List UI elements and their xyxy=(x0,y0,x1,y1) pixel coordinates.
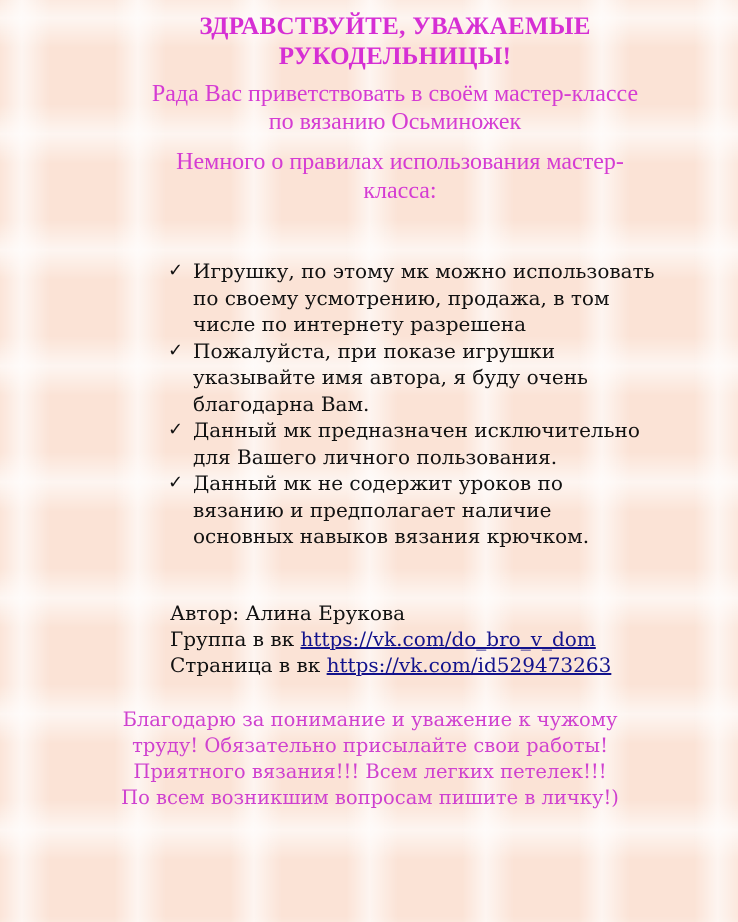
page-label: Страница в вк xyxy=(170,653,321,677)
rule-line: для Вашего личного пользования. xyxy=(193,444,558,469)
rule-item xyxy=(168,417,728,470)
greeting-line-2: по вязанию Осьминожек xyxy=(268,109,522,135)
group-link[interactable]: https://vk.com/do_bro_v_dom xyxy=(300,627,596,651)
closing-line-2: труду! Обязательно присылайте свои работы! xyxy=(132,734,608,757)
rule-line: числе по интернету разрешена xyxy=(193,312,527,336)
closing-line-1: Благодарю за понимание и уважение к чужому xyxy=(122,708,618,731)
rules-heading-line-2: класса: xyxy=(363,178,437,204)
author-info xyxy=(170,600,730,678)
rule-line: вязанию и предполагает наличие xyxy=(193,497,552,522)
rule-line: благодарна Вам. xyxy=(193,391,370,416)
greeting-line-1: Рада Вас приветствовать в своём мастер-классе xyxy=(151,81,639,107)
rule-line: по своему усмотрению, продажа, в том xyxy=(193,285,610,310)
title-line-2: РУКОДЕЛЬНИЦЫ! xyxy=(278,43,512,70)
rule-line: Данный мк предназначен исключительно xyxy=(193,418,640,442)
rule-item xyxy=(168,470,728,550)
page-title xyxy=(60,12,730,72)
closing-line-4: По всем возникшим вопросам пишите в личку!) xyxy=(121,786,619,809)
checkmark-icon: ✓ xyxy=(168,472,184,493)
rules-heading xyxy=(90,148,710,206)
group-label: Группа в вк xyxy=(170,627,295,651)
page-row xyxy=(170,652,730,678)
group-row xyxy=(170,626,730,652)
rule-line: основных навыков вязания крючком. xyxy=(193,524,590,548)
rule-line: Игрушку, по этому мк можно использовать xyxy=(193,259,655,283)
closing-line-3: Приятного вязания!!! Всем легких петелек!!! xyxy=(133,760,607,783)
page-link[interactable]: https://vk.com/id529473263 xyxy=(326,653,612,677)
author-name: Автор: Алина Ерукова xyxy=(170,601,406,625)
greeting-text xyxy=(70,80,720,136)
rule-line: указывайте имя автора, я буду очень xyxy=(193,365,588,389)
rule-line: Данный мк не содержит уроков по xyxy=(193,471,563,495)
checkmark-icon: ✓ xyxy=(168,419,184,440)
rule-item xyxy=(168,338,728,418)
checkmark-icon: ✓ xyxy=(168,260,184,281)
title-line-1: ЗДРАВСТВУЙТЕ, УВАЖАЕМЫЕ xyxy=(199,13,591,40)
rule-line: Пожалуйста, при показе игрушки xyxy=(193,338,556,363)
closing-message xyxy=(40,707,700,811)
rule-item xyxy=(168,258,728,338)
checkmark-icon: ✓ xyxy=(168,339,184,361)
rules-heading-line-1: Немного о правилах использования мастер- xyxy=(176,149,624,175)
rules-list xyxy=(168,258,728,550)
